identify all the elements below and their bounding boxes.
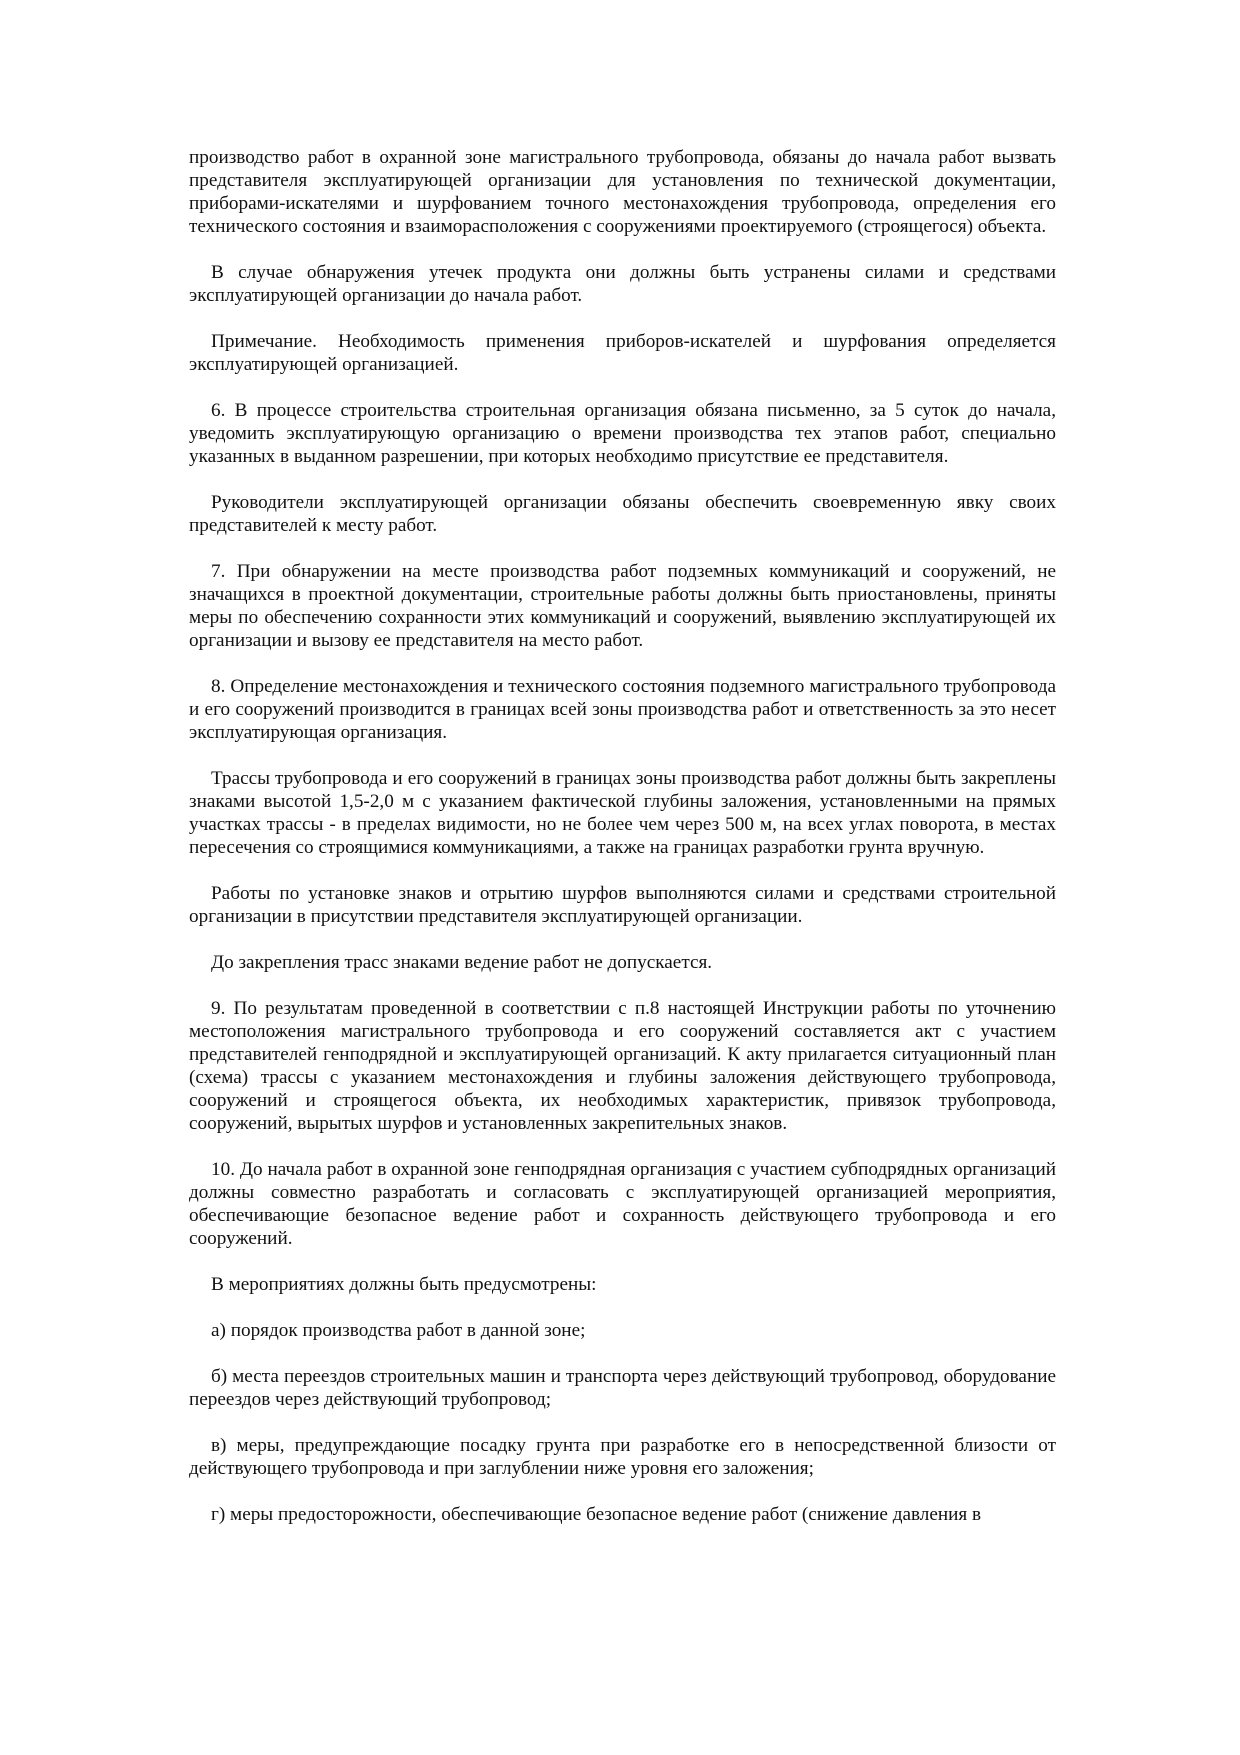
paragraph-route-markers: Трассы трубопровода и его сооружений в границах зоны производства работ должны быть закреплены знаками высотой 1,5-2,0 м с указанием фактической глубины заложения, установленными на прямых участках трассы - в пределах видимости, но не более чем через 500 м, на всех углах поворота, в местах пересечения со строящимися коммуникациями, а также на границах разработки грунта вручную. <box>189 768 1056 858</box>
paragraph-measures-intro: В мероприятиях должны быть предусмотрены: <box>211 1274 597 1295</box>
paragraph-leak-elimination: В случае обнаружения утечек продукта они должны быть устранены силами и средствами эксплуатирующей организации до начала работ. <box>189 262 1056 306</box>
paragraph-work-prohibition: До закрепления трасс знаками ведение работ не допускается. <box>211 952 713 973</box>
list-item-a: а) порядок производства работ в данной зоне; <box>211 1320 586 1341</box>
paragraph-marker-installation: Работы по установке знаков и отрытию шурфов выполняются силами и средствами строительной организации в присутствии представителя эксплуатирующей организации. <box>189 883 1056 927</box>
list-item-b: б) места переездов строительных машин и транспорта через действующий трубопровод, оборудование переездов через действующий трубопровод; <box>189 1366 1056 1410</box>
paragraph-item-6: 6. В процессе строительства строительная организация обязана письменно, за 5 суток до начала, уведомить эксплуатирующую организацию о времени производства тех этапов работ, специально указанных в выданном разрешении, при которых необходимо присутствие ее представителя. <box>189 400 1056 467</box>
list-item-v: в) меры, предупреждающие посадку грунта при разработке его в непосредственной близости от действующего трубопровода и при заглублении ниже уровня его заложения; <box>189 1435 1056 1479</box>
paragraph-managers-attendance: Руководители эксплуатирующей организации обязаны обеспечить своевременную явку своих представителей к месту работ. <box>189 492 1056 536</box>
paragraph-item-9: 9. По результатам проведенной в соответствии с п.8 настоящей Инструкции работы по уточнению местоположения магистрального трубопровода и его сооружений составляется акт с участием представителей генподрядной и эксплуатирующей организаций. К акту прилагается ситуационный план (схема) трассы с указанием местонахождения и глубины заложения действующего трубопровода, сооружений и строящегося объекта, их необходимых характеристик, привязок трубопровода, сооружений, вырытых шурфов и установленных закрепительных знаков. <box>189 998 1056 1134</box>
paragraph-note: Примечание. Необходимость применения приборов-искателей и шурфования определяется эксплуатирующей организацией. <box>189 331 1056 375</box>
document-page <box>189 146 1056 1526</box>
paragraph-item-10: 10. До начала работ в охранной зоне генподрядная организация с участием субподрядных организаций должны совместно разработать и согласовать с эксплуатирующей организацией мероприятия, обеспечивающие безопасное ведение работ и сохранность действующего трубопровода и его сооружений. <box>189 1159 1056 1249</box>
paragraph-item-7: 7. При обнаружении на месте производства работ подземных коммуникаций и сооружений, не значащихся в проектной документации, строительные работы должны быть приостановлены, приняты меры по обеспечению сохранности этих коммуникаций и сооружений, выявлению эксплуатирующей их организации и вызову ее представителя на место работ. <box>189 561 1056 651</box>
paragraph-continuation: производство работ в охранной зоне магистрального трубопровода, обязаны до начала работ вызвать представителя эксплуатирующей организации для установления по технической документации, приборами-искателями и шурфованием точного местонахождения трубопровода, определения его технического состояния и взаиморасположения с сооружениями проектируемого (строящегося) объекта. <box>189 147 1056 237</box>
paragraph-item-8: 8. Определение местонахождения и технического состояния подземного магистрального трубопровода и его сооружений производится в границах всей зоны производства работ и ответственность за это несет эксплуатирующая организация. <box>189 676 1056 743</box>
list-item-g: г) меры предосторожности, обеспечивающие безопасное ведение работ (снижение давления в <box>211 1504 982 1525</box>
